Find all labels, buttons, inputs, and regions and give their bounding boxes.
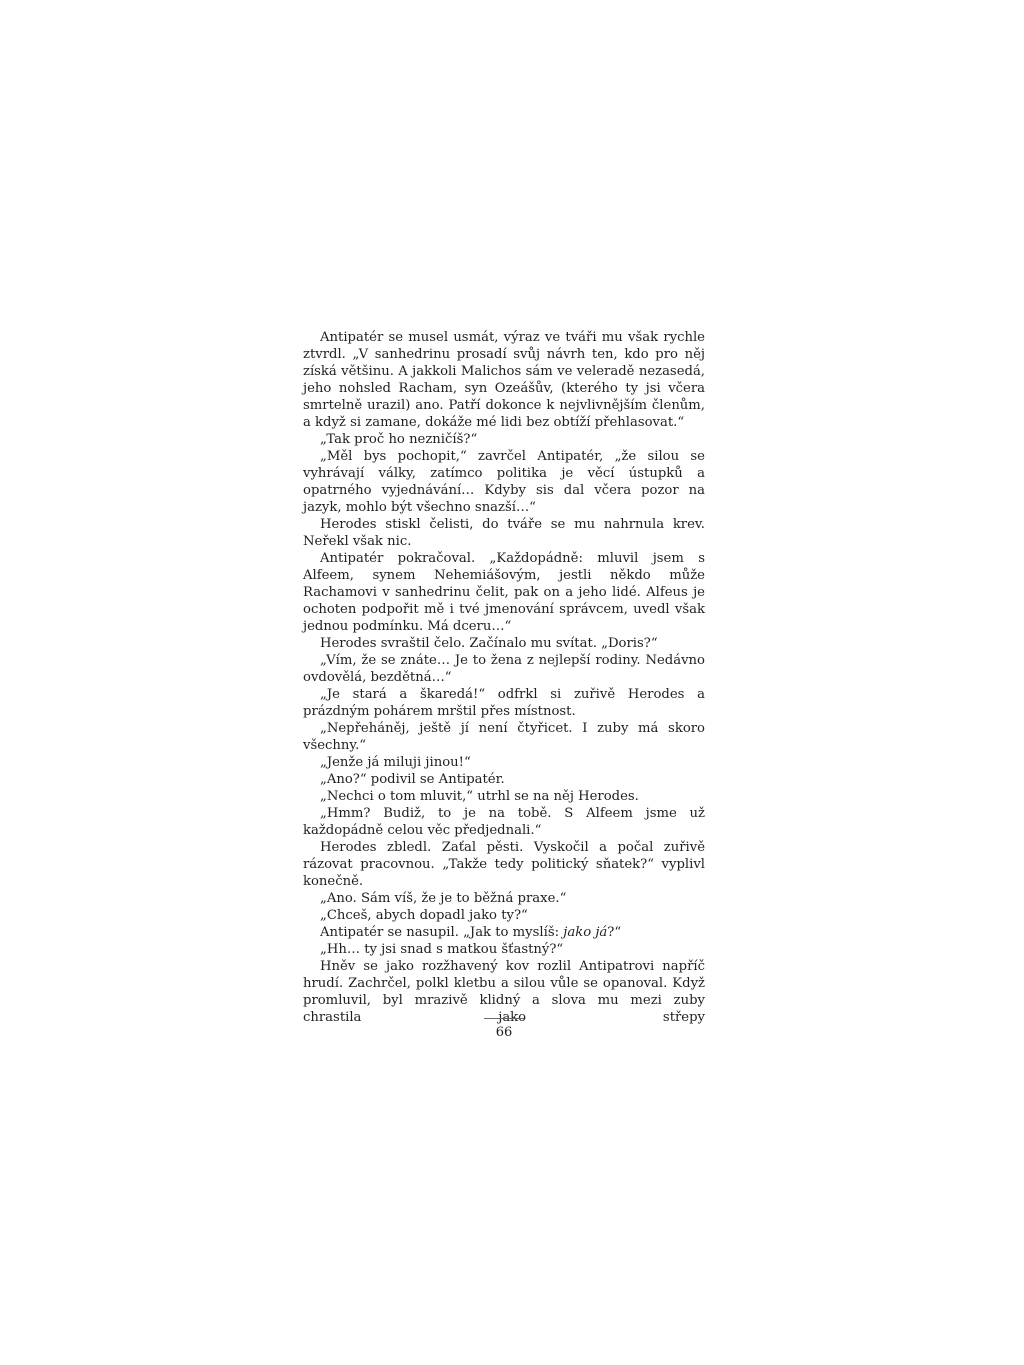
footer-divider [484, 1018, 524, 1019]
paragraph: „Ano?“ podivil se Antipatér. [320, 772, 505, 787]
paragraph: „Chceš, abych dopadl jako ty?“ [320, 908, 528, 923]
paragraph: „Nepřeháněj, ještě jí není čtyřicet. I zuby má skoro všechny.“ [303, 721, 705, 753]
paragraph: Antipatér se musel usmát, výraz ve tváři mu však rychle ztvrdl. „V sanhedrinu prosadí svůj návrh ten, kdo pro něj získá většinu. A jakkoli Malichos sám ve veleradě nezasedá, jeho nohsled Racham, syn Ozeášův, (kterého ty jsi včera smrtelně urazil) ano. Patří dokonce k nejvlivnějším členům, a když si zamane, dokáže mé lidi bez obtíží přehlasovat.“ [303, 330, 705, 430]
paragraph-jako-ja [303, 924, 705, 941]
paragraph: „Je stará a škaredá!“ odfrkl si zuřivě Herodes a prázdným pohárem mrštil přes místnost. [303, 687, 705, 719]
body-text [303, 329, 705, 1026]
paragraph-text: ?“ [607, 925, 622, 940]
paragraph: Antipatér pokračoval. „Každopádně: mluvil jsem s Alfeem, synem Nehemiášovým, jestli někdo může Rachamovi v sanhedrinu čelit, pak on a jeho lidé. Alfeus je ochoten podpořit mě i tvé jmenování správcem, uvedl však jednou podmínku. Má dceru…“ [303, 551, 705, 634]
paragraph: „Nechci o tom mluvit,“ utrhl se na něj Herodes. [320, 789, 639, 804]
paragraph-text: Antipatér se nasupil. „Jak to myslíš: [320, 925, 564, 940]
paragraph: „Vím, že se znáte… Je to žena z nejlepší rodiny. Nedávno ovdovělá, bezdětná…“ [303, 653, 705, 685]
paragraph: „Hmm? Budiž, to je na tobě. S Alfeem jsme už každopádně celou věc předjednali.“ [303, 806, 705, 838]
paragraph: Herodes zbledl. Zaťal pěsti. Vyskočil a počal zuřivě rázovat pracovnou. „Takže tedy politický sňatek?“ vyplivl konečně. [303, 840, 705, 889]
emphasis-text: jako já [563, 925, 608, 940]
paragraph: „Ano. Sám víš, že je to běžná praxe.“ [320, 891, 567, 906]
paragraph: „Tak proč ho nezničíš?“ [320, 432, 478, 447]
paragraph: „Měl bys pochopit,“ zavrčel Antipatér, „že silou se vyhrávají války, zatímco politika je věcí ústupků a opatrného vyjednávání… Kdyby sis dal včera pozor na jazyk, mohlo být všechno snazší…“ [303, 449, 705, 515]
paragraph: „Hh… ty jsi snad s matkou šťastný?“ [320, 942, 564, 957]
paragraph: Herodes svraštil čelo. Začínalo mu svítat. „Doris?“ [320, 636, 658, 651]
paragraph: „Jenže já miluji jinou!“ [320, 755, 471, 770]
page-number: 66 [495, 1025, 513, 1040]
paragraph-final: Hněv se jako rozžhavený kov rozlil Antipatrovi napříč hrudí. Zachrčel, polkl kletbu a silou vůle se opanoval. Když promluvil, byl mrazivě klidný a slova mu mezi zuby chrastila jako střepy [303, 959, 705, 1025]
paragraph: Herodes stiskl čelisti, do tváře se mu nahrnula krev. Neřekl však nic. [303, 517, 705, 549]
